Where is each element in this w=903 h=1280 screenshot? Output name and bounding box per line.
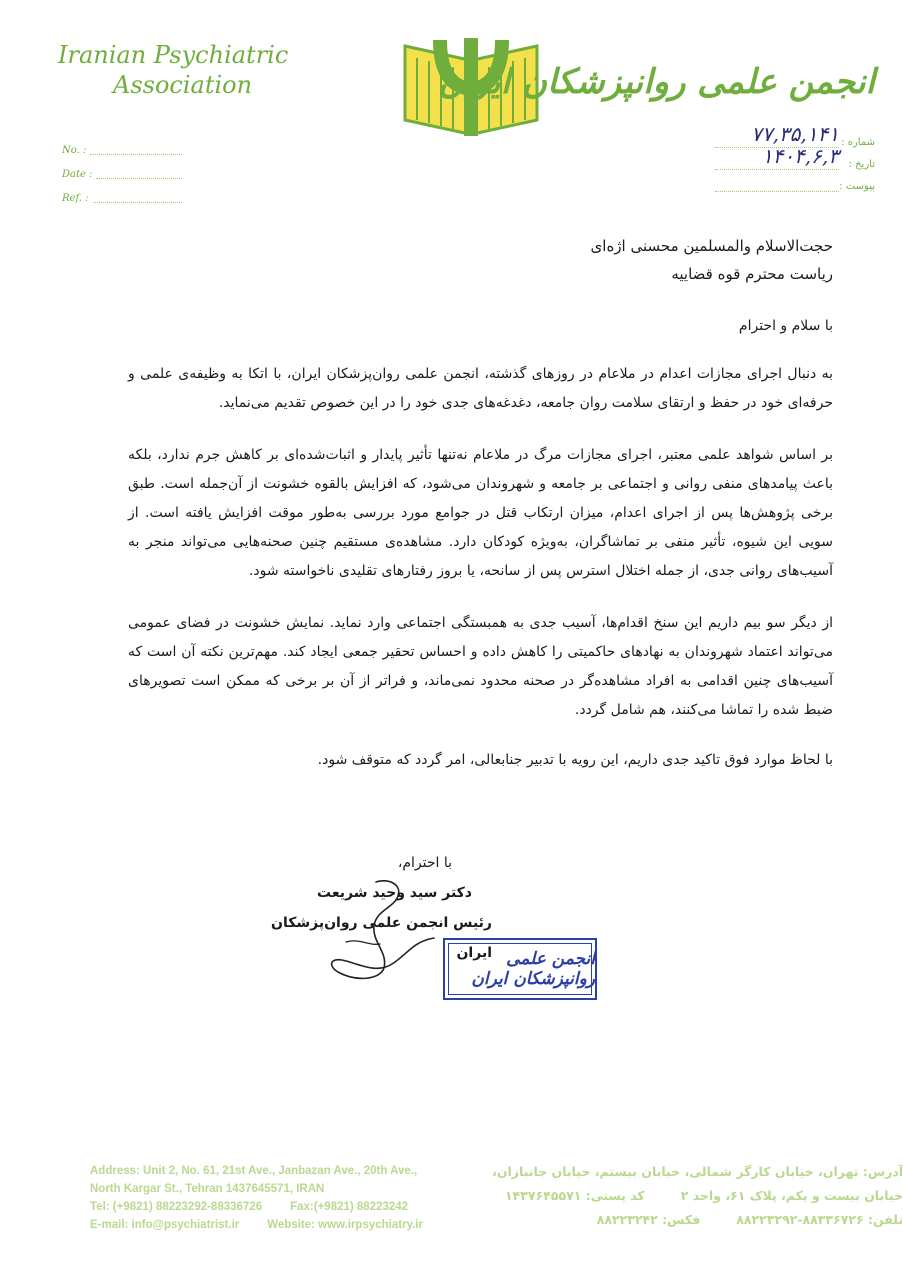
number-label-en: No. : (62, 144, 87, 156)
letter-number-value: ۷۷,۳۵,۱۴۱ (751, 122, 839, 146)
footer-persian (492, 1160, 903, 1232)
date-label-en: Date : (62, 168, 93, 180)
paragraph-3: از دیگر سو بیم داریم این سنخ اقدام‌ها، آسیب جدی به همبستگی اجتماعی وارد نماید. نمایش خشونت در فضای عمومی می‌تواند اعتماد شهروندان به نهادهای حاکمیتی را کاهش داده و احساس تحقیر جمعی ایجاد کند. مهم‌ترین نکته آن است که آسیب‌های چنین اقدامی به افراد مشاهده‌گر در صحنه محدود نمی‌ماند، و فراتر از آن بر برخی که ممکن است تصویرهای ضبط شده را تماشا می‌کنند، هم شامل گردد. (128, 615, 833, 718)
footer-website: Website: www.irpsychiatry.ir (267, 1219, 423, 1231)
attachment-label-fa: پیوست : (839, 181, 875, 192)
footer-fa-address-line1: آدرس: تهران، خیابان کارگر شمالی، خیابان بیستم، خیابان جانبازان، (492, 1164, 903, 1179)
footer-email: E-mail: info@psychiatrist.ir (90, 1219, 240, 1231)
signer-title: رئیس انجمن علمی روان‌پزشکان ایران (271, 915, 492, 961)
date-label-fa: تاریخ : (848, 159, 875, 170)
footer-fa-address-line2: خیابان بیست و یکم، پلاک ۶۱، واحد ۲ (680, 1188, 903, 1203)
org-name-persian: انجمن علمی روانپزشکان ایران (438, 62, 875, 102)
org-name-english-line1: Iranian Psychiatric (58, 41, 289, 69)
footer-fax: Fax:(+9821) 88223242 (290, 1201, 409, 1213)
signer-name: دکتر سید وحید شریعت (317, 885, 472, 901)
footer-tel: Tel: (+9821) 88223292-88336726 (90, 1201, 263, 1213)
greeting: با سلام و احترام (738, 318, 833, 334)
recipient-title: ریاست محترم قوه قضاییه (671, 265, 833, 283)
letter-body (128, 232, 833, 775)
footer-fa-fax: فکس: ۸۸۲۲۳۲۴۲ (596, 1212, 701, 1227)
official-stamp: انجمن علمی روانپزشکان ایران (443, 938, 597, 1000)
footer-address-line2: North Kargar St., Tehran 1437645571, IRAN (90, 1183, 325, 1195)
footer-fa-postal: کد پستی: ۱۴۳۷۶۴۵۵۷۱ (505, 1188, 645, 1203)
letter-date-value: ۱۴۰۴,۶,۳ (761, 144, 839, 168)
reference-fields-persian (715, 122, 875, 192)
org-name-english (58, 40, 328, 100)
paragraph-2: بر اساس شواهد علمی معتبر، اجرای مجازات مرگ در ملاعام نه‌تنها تأثیر پایدار و اثبات‌شده‌ای بر کاهش جرم ندارد، بلکه باعث پیامدهای منفی روانی و اجتماعی بر جامعه و شهروندان می‌شود، که افزایش بالقوه خشونت از آن‌جمله است. طبق برخی پژوهش‌ها پس از اجرای اعدام، میزان ارتکاب قتل در جوامع مورد بررسی به‌طور موقت افزایش یافته است. از سویی این شیوه، تأثیر منفی بر تماشاگران، به‌ویژه کودکان دارد. مشاهده‌ی مستقیم چنین صحنه‌هایی می‌تواند منجر به آسیب‌های روانی جدی، از جمله اختلال استرس پس از سانحه، یا بروز رفتارهای تقلیدی ناخواسته شود. (128, 447, 833, 579)
recipient-block (128, 232, 833, 288)
ref-label-en: Ref. : (62, 192, 89, 204)
footer-address-line1: Address: Unit 2, No. 61, 21st Ave., Janbazan Ave., 20th Ave., (90, 1165, 418, 1177)
reference-fields-english (62, 138, 182, 210)
paragraph-1: به دنبال اجرای مجازات اعدام در ملاعام در روزهای گذشته، انجمن علمی روان‌پزشکان ایران، با اتکا به وظیفه‌ی علمی و حرفه‌ای خود در حفظ و ارتقای سلامت روان جامعه، دغدغه‌های جدی خود را در این خصوص تقدیم می‌نماید. (128, 366, 833, 411)
recipient-name: حجت‌الاسلام والمسلمین محسنی اژه‌ای (590, 237, 833, 255)
footer-english (90, 1162, 480, 1234)
org-name-english-line2: Association (113, 71, 253, 99)
handwritten-signature-icon (316, 872, 456, 992)
closing: با احترام، (397, 855, 452, 871)
paragraph-4: با لحاظ موارد فوق تاکید جدی داریم، این رویه با تدبیر جنابعالی، امر گردد که متوقف شود. (317, 752, 833, 768)
footer-fa-phone: تلفن: ۸۸۳۳۶۷۲۶-۸۸۲۲۳۲۹۲ (736, 1212, 903, 1227)
number-label-fa: شماره : (841, 137, 875, 148)
